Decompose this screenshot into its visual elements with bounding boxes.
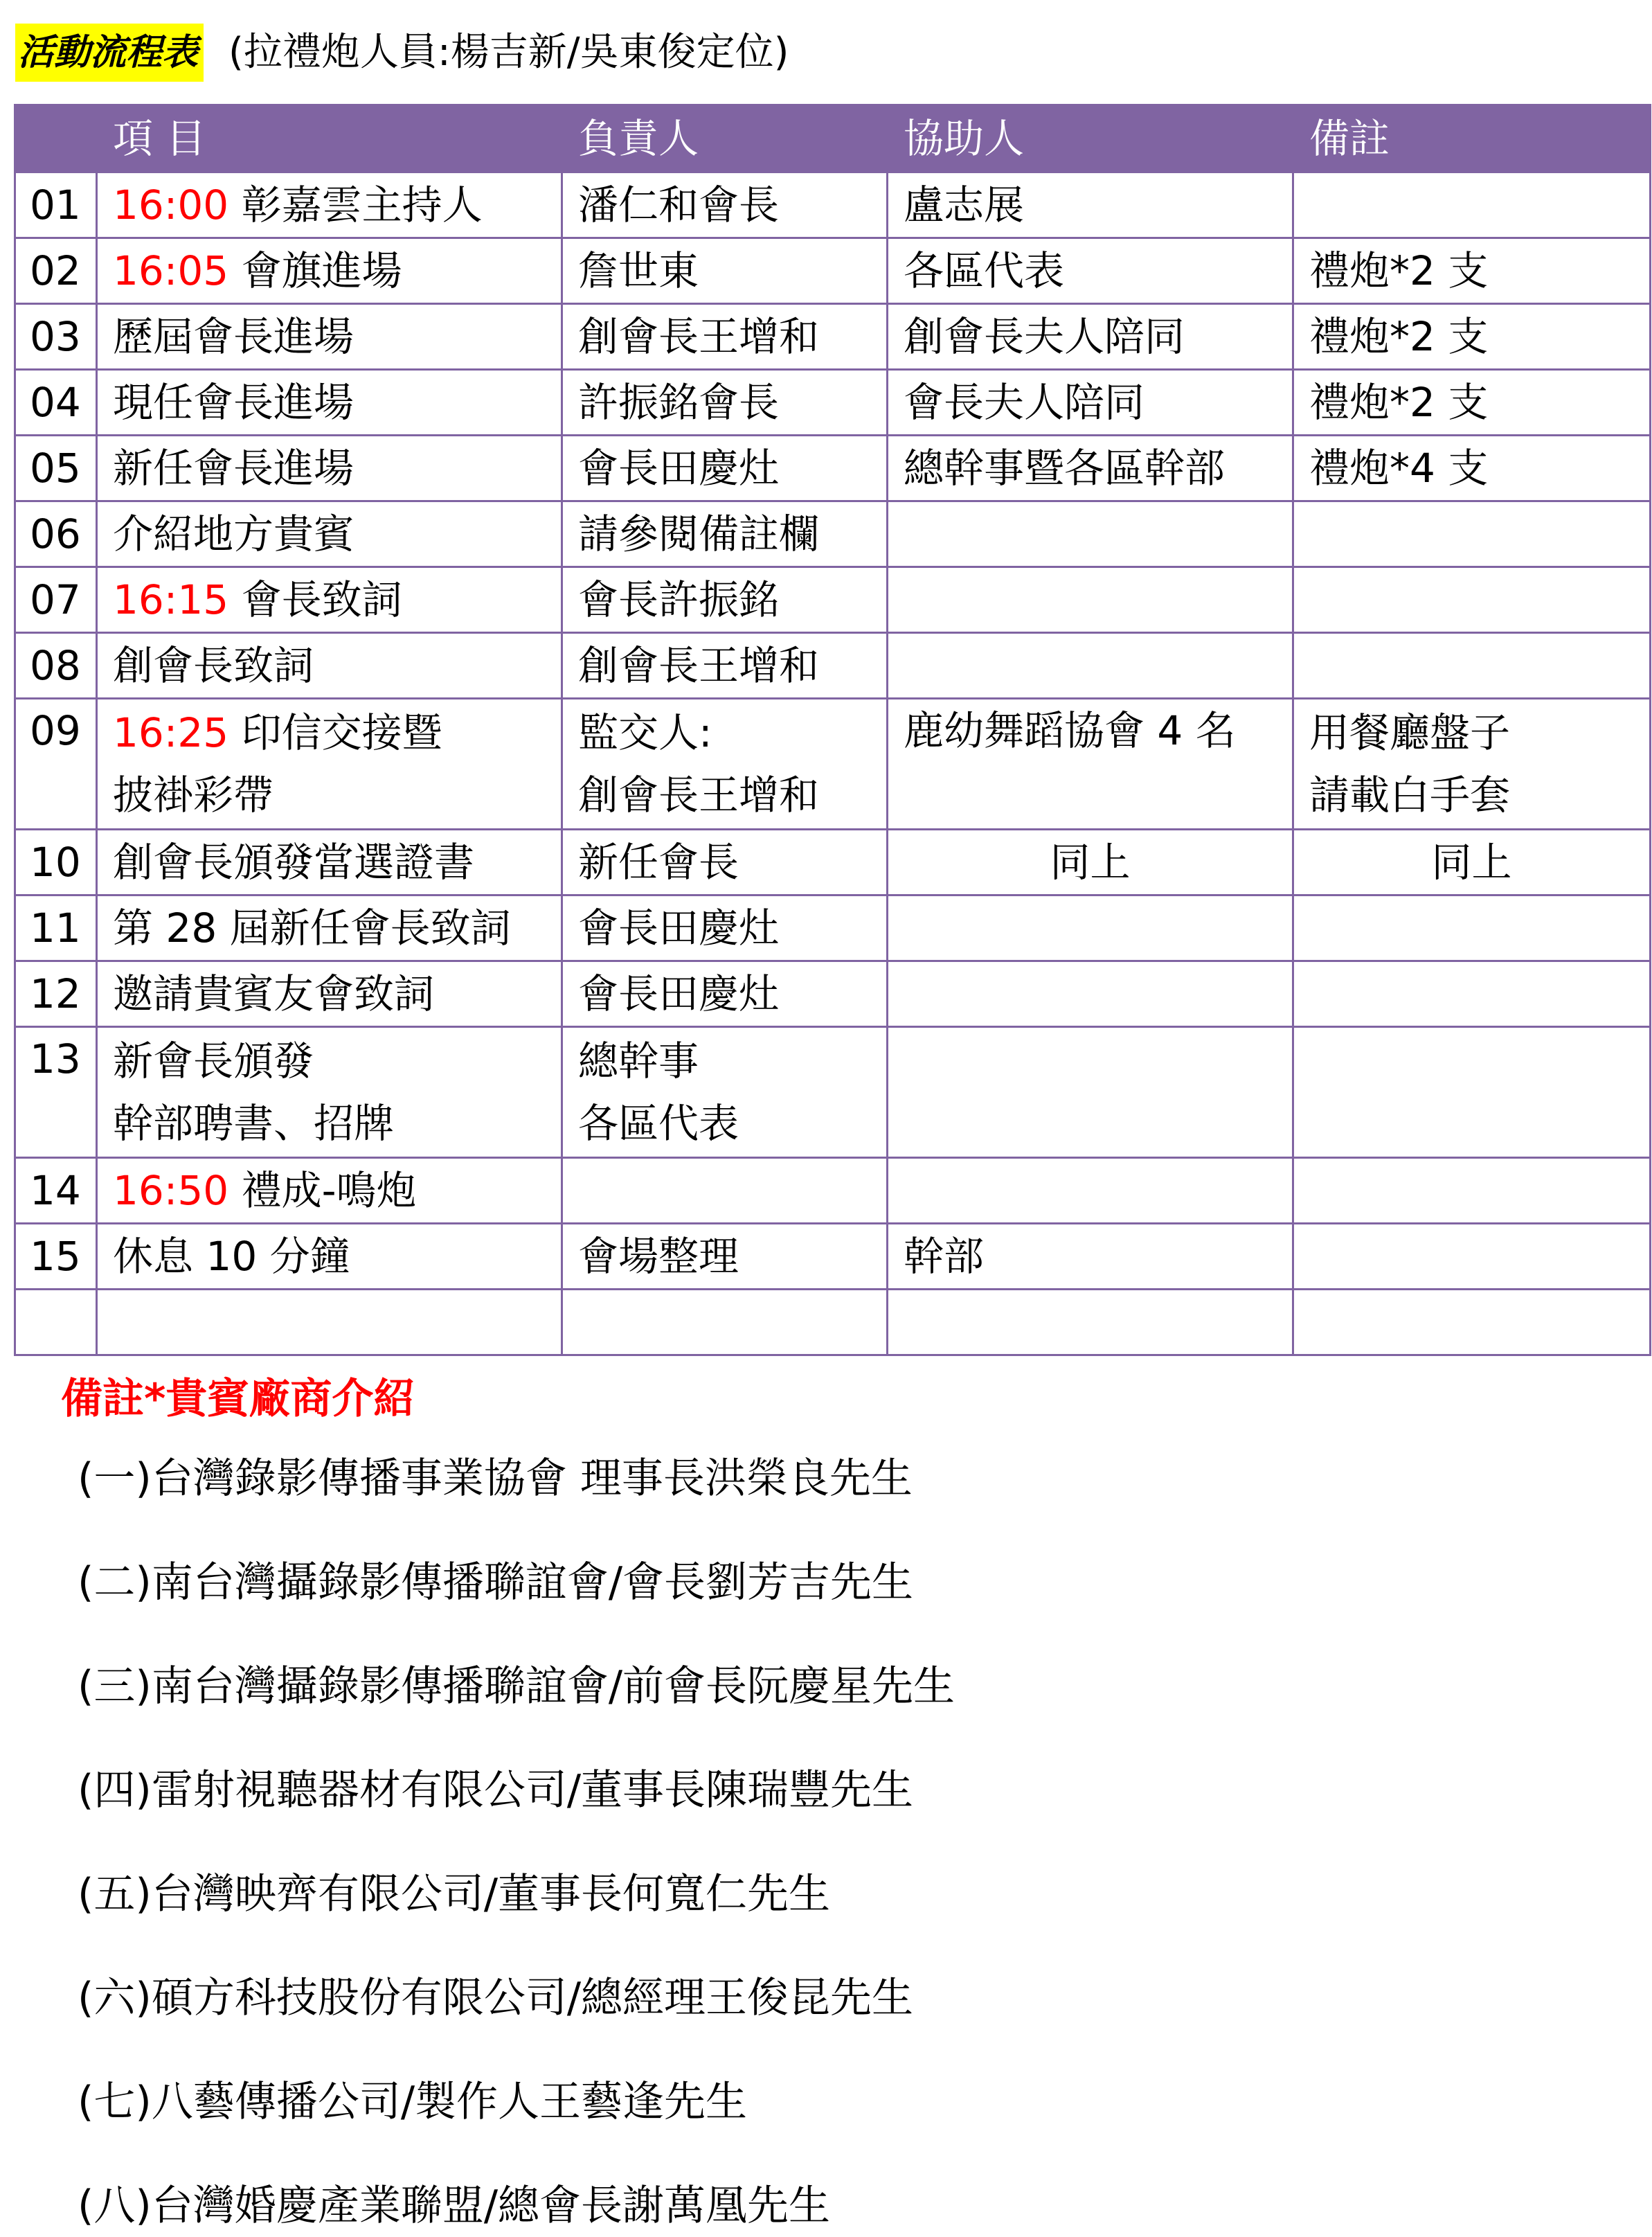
row-owner: [562, 1290, 888, 1355]
row-note: 同上: [1293, 830, 1651, 895]
row-note: [1293, 895, 1651, 961]
table-row: [15, 567, 1651, 633]
row-helper: 總幹事暨各區幹部: [888, 436, 1293, 501]
row-number: 11: [15, 895, 97, 961]
row-owner: 許振銘會長: [562, 370, 888, 436]
row-owner: 新任會長: [562, 830, 888, 895]
table-row: [15, 238, 1651, 304]
row-number: 05: [15, 436, 97, 501]
row-owner-line2: 創會長王增和: [578, 772, 820, 819]
row-helper: [888, 567, 1293, 633]
row-helper: 盧志展: [888, 172, 1293, 238]
row-number: 13: [15, 1027, 97, 1158]
row-item: 邀請貴賓友會致詞: [97, 961, 562, 1027]
row-time: 16:15: [113, 576, 229, 623]
row-owner-line1: 監交人:: [578, 709, 712, 756]
row-item: 第 28 屆新任會長致詞: [97, 895, 562, 961]
row-helper: [888, 633, 1293, 699]
table-row-empty: [15, 1290, 1651, 1355]
row-helper: [888, 501, 1293, 567]
row-owner: 會長田慶灶: [562, 961, 888, 1027]
row-number: 14: [15, 1158, 97, 1224]
row-note: [1293, 567, 1651, 633]
row-item-text: 禮成-鳴炮: [228, 1167, 417, 1214]
row-number: 02: [15, 238, 97, 304]
row-owner-line1: 總幹事: [578, 1037, 699, 1085]
row-owner: 會長田慶灶: [562, 895, 888, 961]
row-item-text: 會長致詞: [228, 576, 402, 623]
row-item-text: 新會長頒發: [113, 1037, 314, 1085]
sponsor-item: (四)雷射視聽器材有限公司/董事長陳瑞豐先生: [78, 1766, 914, 1815]
table-header-row: [15, 105, 1651, 172]
table-row: [15, 304, 1651, 370]
row-helper: [888, 1290, 1293, 1355]
table-row: [15, 895, 1651, 961]
title-subtitle: (拉禮炮人員:楊吉新/吳東俊定位): [228, 30, 789, 75]
row-item: 創會長頒發當選證書: [97, 830, 562, 895]
header-item: 項 目: [97, 105, 562, 172]
row-item: 休息 10 分鐘: [97, 1224, 562, 1290]
table-row: [15, 1158, 1651, 1224]
sponsor-item: (八)台灣婚慶產業聯盟/總會長謝萬凰先生: [78, 2182, 831, 2230]
row-helper: 鹿幼舞蹈協會 4 名: [888, 699, 1293, 830]
row-number: 01: [15, 172, 97, 238]
row-item: [97, 238, 562, 304]
table-row: [15, 830, 1651, 895]
row-item-text-line2: 披褂彩帶: [113, 772, 274, 819]
row-number: [15, 1290, 97, 1355]
sponsor-item: (五)台灣映齊有限公司/董事長何寬仁先生: [78, 1870, 831, 1918]
sponsor-item: (六)碩方科技股份有限公司/總經理王俊昆先生: [78, 1974, 914, 2022]
row-note: [1293, 699, 1651, 830]
row-owner: 會長許振銘: [562, 567, 888, 633]
header-number: [15, 105, 97, 172]
row-item: [97, 1158, 562, 1224]
row-owner: 會長田慶灶: [562, 436, 888, 501]
row-item: 歷屆會長進場: [97, 304, 562, 370]
row-helper: [888, 895, 1293, 961]
row-number: 09: [15, 699, 97, 830]
table-row: [15, 370, 1651, 436]
row-helper: 會長夫人陪同: [888, 370, 1293, 436]
row-number: 06: [15, 501, 97, 567]
row-helper: [888, 961, 1293, 1027]
row-item: 新任會長進場: [97, 436, 562, 501]
table-row: [15, 699, 1651, 830]
row-owner: 創會長王增和: [562, 633, 888, 699]
row-helper: [888, 1027, 1293, 1158]
row-number: 03: [15, 304, 97, 370]
table-row: [15, 1224, 1651, 1290]
row-time: 16:00: [113, 181, 229, 229]
sponsor-item: (七)八藝傳播公司/製作人王藝逢先生: [78, 2078, 748, 2126]
row-helper: 創會長夫人陪同: [888, 304, 1293, 370]
row-item: [97, 1290, 562, 1355]
schedule-table: [14, 104, 1651, 1356]
row-note: [1293, 961, 1651, 1027]
row-note: [1293, 633, 1651, 699]
row-item: [97, 567, 562, 633]
row-owner: 創會長王增和: [562, 304, 888, 370]
row-number: 08: [15, 633, 97, 699]
row-helper: 幹部: [888, 1224, 1293, 1290]
row-item-text: 印信交接暨: [228, 709, 442, 756]
row-helper: 各區代表: [888, 238, 1293, 304]
row-item: [97, 699, 562, 830]
row-helper: [888, 1158, 1293, 1224]
row-owner: [562, 1158, 888, 1224]
header-note: 備註: [1293, 105, 1651, 172]
row-owner: 潘仁和會長: [562, 172, 888, 238]
row-item: 創會長致詞: [97, 633, 562, 699]
row-owner: 請參閱備註欄: [562, 501, 888, 567]
row-number: 15: [15, 1224, 97, 1290]
document-title: [15, 24, 789, 82]
row-number: 10: [15, 830, 97, 895]
row-note: 禮炮*2 支: [1293, 370, 1651, 436]
table-row: [15, 436, 1651, 501]
notes-heading: 備註*貴賓廠商介紹: [61, 1375, 415, 1423]
table-row: [15, 172, 1651, 238]
header-helper: 協助人: [888, 105, 1293, 172]
row-owner: [562, 699, 888, 830]
row-item: 現任會長進場: [97, 370, 562, 436]
row-note: 禮炮*2 支: [1293, 238, 1651, 304]
row-number: 07: [15, 567, 97, 633]
table-row: [15, 501, 1651, 567]
row-time: 16:50: [113, 1167, 229, 1214]
row-item-text: 會旗進場: [228, 247, 402, 294]
row-note: [1293, 1224, 1651, 1290]
header-owner: 負責人: [562, 105, 888, 172]
row-owner: [562, 1027, 888, 1158]
row-item: [97, 172, 562, 238]
table-row: [15, 633, 1651, 699]
row-note: [1293, 1027, 1651, 1158]
row-item-text-line2: 幹部聘書、招牌: [113, 1100, 395, 1147]
row-note: [1293, 172, 1651, 238]
row-note: 禮炮*4 支: [1293, 436, 1651, 501]
row-time: 16:25: [113, 709, 229, 756]
sponsor-item: (二)南台灣攝錄影傳播聯誼會/會長劉芳吉先生: [78, 1558, 914, 1607]
sponsor-item: (一)台灣錄影傳播事業協會 理事長洪榮良先生: [78, 1454, 913, 1503]
row-note-line1: 用餐廳盤子: [1309, 709, 1511, 756]
row-item: [97, 1027, 562, 1158]
row-note: [1293, 1158, 1651, 1224]
row-note: [1293, 501, 1651, 567]
row-note: 禮炮*2 支: [1293, 304, 1651, 370]
row-helper: 同上: [888, 830, 1293, 895]
table-row: [15, 1027, 1651, 1158]
row-note: [1293, 1290, 1651, 1355]
row-number: 12: [15, 961, 97, 1027]
row-item: 介紹地方貴賓: [97, 501, 562, 567]
sponsor-item: (三)南台灣攝錄影傳播聯誼會/前會長阮慶星先生: [78, 1662, 955, 1711]
row-owner: 詹世東: [562, 238, 888, 304]
row-owner: 會場整理: [562, 1224, 888, 1290]
row-number: 04: [15, 370, 97, 436]
table-row: [15, 961, 1651, 1027]
row-owner-line2: 各區代表: [578, 1100, 739, 1147]
row-item-text: 彰嘉雲主持人: [228, 181, 483, 229]
row-time: 16:05: [113, 247, 229, 294]
title-main: 活動流程表: [15, 24, 204, 82]
row-note-line2: 請載白手套: [1309, 772, 1511, 819]
